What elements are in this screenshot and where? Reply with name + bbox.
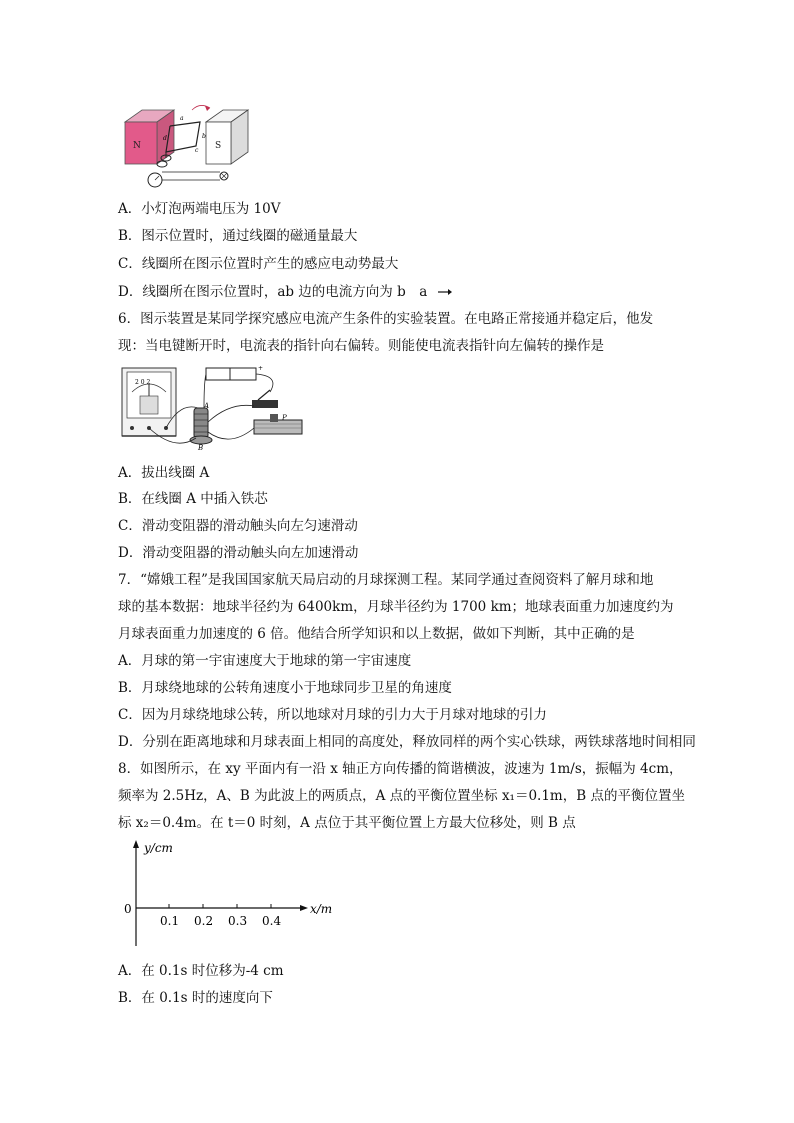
q7-option-a: A．月球的第一宇宙速度大于地球的第一宇宙速度 — [118, 653, 412, 669]
q6-induction-figure — [120, 362, 310, 452]
meter-scale: 2 0 2 — [135, 379, 151, 386]
x-tick-label-0.4: 0.4 — [262, 914, 282, 928]
q8-option-a: A．在 0.1s 时位移为-4 cm — [118, 963, 284, 979]
q7-stem-line-2: 球的基本数据：地球半径约为 6400km，月球半径约为 1700 km；地球表面重力加速度约为 — [118, 599, 674, 615]
q8-stem-line-2: 频率为 2.5Hz，A、B 为此波上的两质点，A 点的平衡位置坐标 x₁＝0.1m，B 点的平衡位置坐 — [118, 788, 685, 804]
generator-diagram — [120, 100, 260, 192]
south-label: S — [215, 141, 222, 151]
q5-option-c: C．线圈所在图示位置时产生的感应电动势最大 — [118, 256, 399, 272]
label-c: c — [195, 147, 199, 154]
q5-option-d-text: D．线圈所在图示位置时，ab 边的电流方向为 b a — [118, 284, 428, 300]
q7-option-b: B．月球绕地球的公转角速度小于地球同步卫星的角速度 — [118, 680, 452, 696]
q5-option-d — [118, 282, 446, 302]
x-tick-label-0.3: 0.3 — [228, 914, 248, 928]
coil-b-label: B — [198, 444, 204, 452]
q5-option-b: B．图示位置时，通过线圈的磁通量最大 — [118, 228, 358, 244]
origin-label: 0 — [124, 902, 132, 916]
label-b: b — [202, 133, 206, 140]
q6-stem-line-1: 6．图示装置是某同学探究感应电流产生条件的实验装置。在电路正常接通并稳定后，他发 — [118, 311, 654, 327]
induction-apparatus-diagram — [120, 362, 310, 452]
label-a: a — [180, 115, 184, 122]
q6-option-c: C．滑动变阻器的滑动触头向左匀速滑动 — [118, 518, 358, 534]
q7-stem-line-1: 7．“嫦娥工程”是我国国家航天局启动的月球探测工程。某同学通过查阅资料了解月球和地 — [118, 572, 654, 588]
q7-option-d: D．分别在距离地球和月球表面上相同的高度处，释放同样的两个实心铁球，两铁球落地时间相同 — [118, 734, 696, 750]
north-label: N — [133, 141, 141, 151]
x-axis-label: x/m — [310, 902, 333, 916]
coil-a-label: A — [204, 402, 210, 410]
battery-plus: + — [258, 365, 264, 372]
direction-arrow-icon — [438, 282, 452, 290]
q6-option-d: D．滑动变阻器的滑动触头向左加速滑动 — [118, 545, 359, 561]
q8-axes-figure — [118, 838, 338, 950]
q5-option-a: A．小灯泡两端电压为 10V — [118, 201, 281, 217]
q7-option-c: C．因为月球绕地球公转，所以地球对月球的引力大于月球对地球的引力 — [118, 707, 547, 723]
x-tick-label-0.1: 0.1 — [160, 914, 180, 928]
xy-axes — [118, 838, 338, 950]
q6-stem-line-2: 现：当电键断开时，电流表的指针向右偏转。则能使电流表指针向左偏转的操作是 — [118, 338, 604, 354]
slider-p-label: P — [282, 414, 287, 422]
q7-stem-line-3: 月球表面重力加速度的 6 倍。他结合所学知识和以上数据，做如下判断，其中正确的是 — [118, 626, 635, 642]
x-tick-label-0.2: 0.2 — [194, 914, 214, 928]
q8-stem-line-1: 8．如图所示，在 xy 平面内有一沿 x 轴正方向传播的简谐横波，波速为 1m/s，振幅为 4cm， — [118, 761, 683, 777]
q6-option-b: B．在线圈 A 中插入铁芯 — [118, 491, 268, 507]
label-d: d — [163, 135, 167, 142]
q8-option-b: B．在 0.1s 时的速度向下 — [118, 990, 273, 1006]
y-axis-label: y/cm — [144, 841, 173, 855]
q8-stem-line-3: 标 x₂＝0.4m。在 t＝0 时刻，A 点位于其平衡位置上方最大位移处，则 B 点 — [118, 815, 576, 831]
q6-option-a: A．拔出线圈 A — [118, 465, 210, 481]
q5-generator-figure — [120, 100, 260, 192]
